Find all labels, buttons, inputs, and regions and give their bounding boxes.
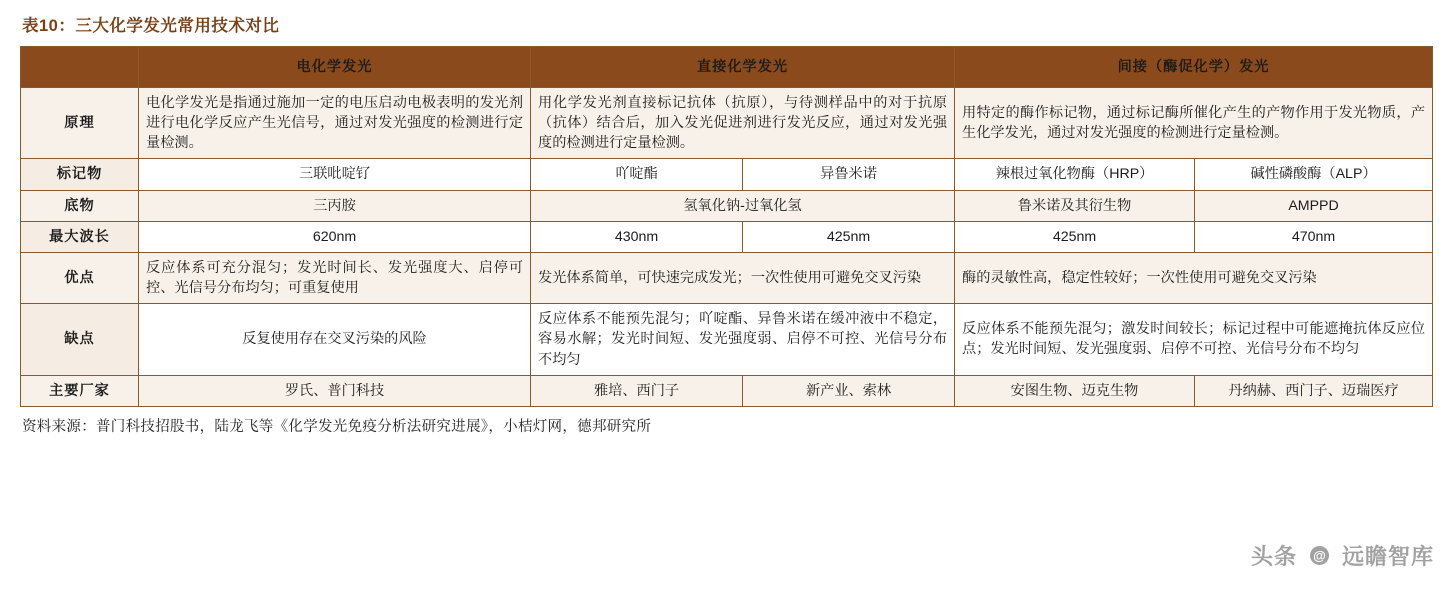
cell-wavelength-ecl: 620nm <box>139 221 531 252</box>
cell-disadvantages-ecl: 反复使用存在交叉污染的风险 <box>139 304 531 375</box>
page-title: 表10：三大化学发光常用技术对比 <box>22 17 280 35</box>
cell-manufacturers-indirect-1: 安图生物、迈克生物 <box>955 375 1195 406</box>
table-row <box>21 375 1433 406</box>
cell-label-direct-2: 异鲁米诺 <box>743 159 955 190</box>
cell-wavelength-indirect-2: 470nm <box>1195 221 1433 252</box>
column-header-direct-chemiluminescence: 直接化学发光 <box>531 47 955 88</box>
cell-substrate-ecl: 三丙胺 <box>139 190 531 221</box>
watermark-logo: 头条 <box>1250 544 1297 569</box>
watermark <box>1251 540 1434 571</box>
cell-manufacturers-ecl: 罗氏、普门科技 <box>139 375 531 406</box>
cell-advantages-direct: 发光体系简单，可快速完成发光；一次性使用可避免交叉污染 <box>531 252 955 303</box>
cell-label-direct-1: 吖啶酯 <box>531 159 743 190</box>
cell-manufacturers-indirect-2: 丹纳赫、西门子、迈瑞医疗 <box>1195 375 1433 406</box>
at-icon: @ <box>1310 546 1329 565</box>
cell-label-indirect-2: 碱性磷酸酶（ALP） <box>1195 159 1433 190</box>
row-header-label: 标记物 <box>21 159 139 190</box>
cell-substrate-indirect-2: AMPPD <box>1195 190 1433 221</box>
row-header-substrate: 底物 <box>21 190 139 221</box>
table-row <box>21 221 1433 252</box>
cell-disadvantages-direct: 反应体系不能预先混匀；吖啶酯、异鲁米诺在缓冲液中不稳定，容易水解；发光时间短、发光强度弱、启停不可控、光信号分布不均匀 <box>531 304 955 375</box>
table-row <box>21 252 1433 303</box>
row-header-max-wavelength: 最大波长 <box>21 221 139 252</box>
table-row <box>21 304 1433 375</box>
cell-principle-indirect: 用特定的酶作标记物，通过标记酶所催化产生的产物作用于发光物质，产生化学发光，通过对发光强度的检测进行定量检测。 <box>955 88 1433 159</box>
table-header-row <box>21 47 1433 88</box>
cell-wavelength-indirect-1: 425nm <box>955 221 1195 252</box>
table-body <box>21 88 1433 407</box>
column-header-indirect-chemiluminescence: 间接（酶促化学）发光 <box>955 47 1433 88</box>
cell-label-indirect-1: 辣根过氧化物酶（HRP） <box>955 159 1195 190</box>
table-row <box>21 159 1433 190</box>
cell-manufacturers-direct-2: 新产业、索林 <box>743 375 955 406</box>
cell-disadvantages-indirect: 反应体系不能预先混匀；激发时间较长；标记过程中可能遮掩抗体反应位点；发光时间短、发光强度弱、启停不可控、光信号分布不均匀 <box>955 304 1433 375</box>
cell-advantages-indirect: 酶的灵敏性高，稳定性较好；一次性使用可避免交叉污染 <box>955 252 1433 303</box>
cell-advantages-ecl: 反应体系可充分混匀；发光时间长、发光强度大、启停可控、光信号分布均匀；可重复使用 <box>139 252 531 303</box>
row-header-disadvantages: 缺点 <box>21 304 139 375</box>
cell-wavelength-direct-2: 425nm <box>743 221 955 252</box>
table-row <box>21 190 1433 221</box>
cell-principle-ecl: 电化学发光是指通过施加一定的电压启动电极表明的发光剂进行电化学反应产生光信号，通过对发光强度的检测进行定量检测。 <box>139 88 531 159</box>
cell-manufacturers-direct-1: 雅培、西门子 <box>531 375 743 406</box>
cell-substrate-direct: 氢氧化钠-过氧化氢 <box>531 190 955 221</box>
comparison-table <box>20 46 1433 407</box>
column-header-electrochemiluminescence: 电化学发光 <box>139 47 531 88</box>
row-header-main-manufacturers: 主要厂家 <box>21 375 139 406</box>
table-row <box>21 88 1433 159</box>
cell-wavelength-direct-1: 430nm <box>531 221 743 252</box>
cell-principle-direct: 用化学发光剂直接标记抗体（抗原），与待测样品中的对于抗原（抗体）结合后，加入发光促进剂进行发光反应，通过对发光强度的检测进行定量检测。 <box>531 88 955 159</box>
watermark-name: 远瞻智库 <box>1341 544 1434 569</box>
table-header <box>21 47 1433 88</box>
row-header-advantages: 优点 <box>21 252 139 303</box>
source-note: 资料来源：普门科技招股书，陆龙飞等《化学发光免疫分析法研究进展》，小桔灯网，德邦研究所 <box>22 418 652 435</box>
table-corner-cell <box>21 47 139 88</box>
cell-label-ecl: 三联吡啶钌 <box>139 159 531 190</box>
row-header-principle: 原理 <box>21 88 139 159</box>
cell-substrate-indirect-1: 鲁米诺及其衍生物 <box>955 190 1195 221</box>
